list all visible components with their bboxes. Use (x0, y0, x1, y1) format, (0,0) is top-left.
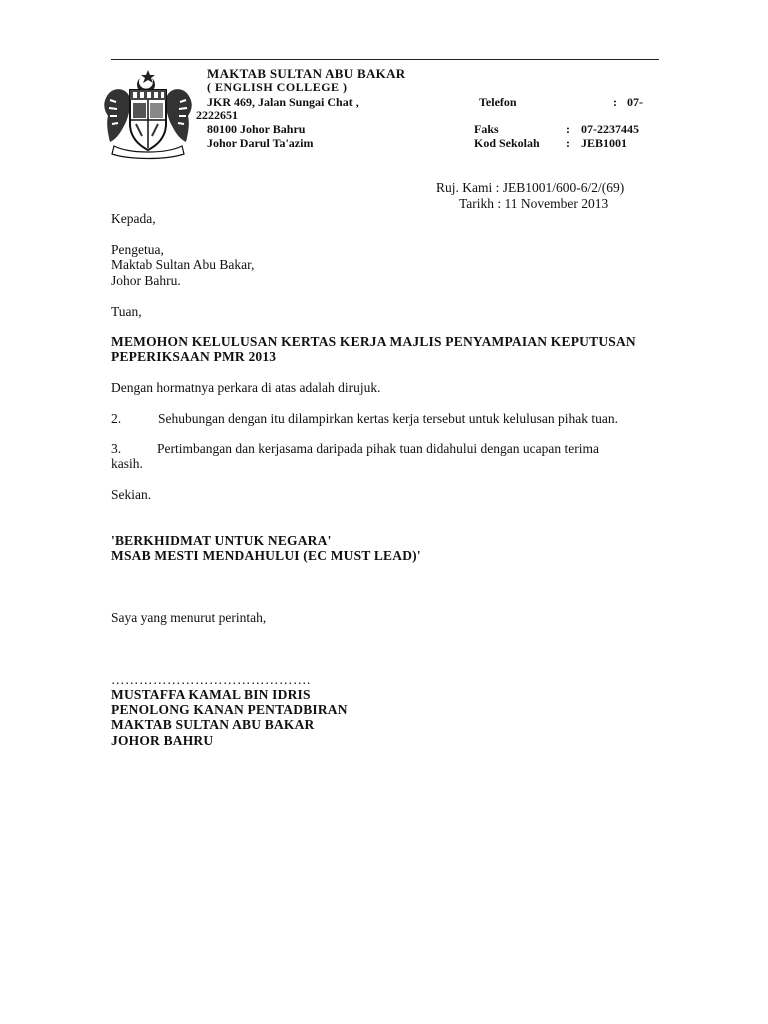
signatory-name: MUSTAFFA KAMAL BIN IDRIS (111, 687, 311, 702)
address-line-2: 80100 Johor Bahru (207, 122, 306, 136)
motto-line-2: MSAB MESTI MENDAHULUI (EC MUST LEAD)' (111, 548, 421, 563)
recipient-line-1: Pengetua, (111, 242, 164, 257)
signoff-intro: Saya yang menurut perintah, (111, 610, 267, 625)
signatory-organization: MAKTAB SULTAN ABU BAKAR (111, 717, 315, 732)
phone-label: Telefon (479, 95, 517, 109)
address-line-3: Johor Darul Ta'azim (207, 136, 314, 150)
coat-of-arms-logo (100, 68, 196, 160)
closing: Sekian. (111, 487, 152, 502)
phone-value-continued: 2222651 (196, 108, 238, 122)
signatory-city: JOHOR BAHRU (111, 733, 214, 748)
address-line-1: JKR 469, Jalan Sungai Chat , (207, 95, 359, 109)
subject-line-2: PEPERIKSAAN PMR 2013 (111, 349, 277, 364)
signature-line: ……………………………………. (111, 672, 311, 687)
phone-value: 07- (627, 95, 643, 109)
paragraph-3-line-1: Pertimbangan dan kerjasama daripada pihak tuan didahului dengan ucapan terima (157, 441, 599, 456)
school-name: MAKTAB SULTAN ABU BAKAR (207, 66, 406, 81)
recipient-line-2: Maktab Sultan Abu Bakar, (111, 257, 255, 272)
school-code-separator: : (566, 136, 570, 150)
reference-number: Ruj. Kami : JEB1001/600-6/2/(69) (436, 180, 625, 195)
recipient-to: Kepada, (111, 211, 156, 226)
motto-line-1: 'BERKHIDMAT UNTUK NEGARA' (111, 533, 332, 548)
letter-date: Tarikh : 11 November 2013 (459, 196, 609, 211)
recipient-line-3: Johor Bahru. (111, 273, 181, 288)
paragraph-3-number: 3. (111, 441, 122, 456)
school-code-label: Kod Sekolah (474, 136, 540, 150)
salutation: Tuan, (111, 304, 142, 319)
fax-label: Faks (474, 122, 499, 136)
paragraph-3-line-2: kasih. (111, 456, 143, 471)
subject-line-1: MEMOHON KELULUSAN KERTAS KERJA MAJLIS PENYAMPAIAN KEPUTUSAN (111, 334, 636, 349)
paragraph-1: Dengan hormatnya perkara di atas adalah dirujuk. (111, 380, 381, 395)
phone-separator: : (613, 95, 617, 109)
paragraph-2-number: 2. (111, 411, 122, 426)
fax-separator: : (566, 122, 570, 136)
header-rule (111, 59, 659, 60)
paragraph-2: Sehubungan dengan itu dilampirkan kertas kerja tersebut untuk kelulusan pihak tuan. (158, 411, 619, 426)
college-name: ( ENGLISH COLLEGE ) (207, 80, 348, 94)
signatory-title: PENOLONG KANAN PENTADBIRAN (111, 702, 348, 717)
school-code-value: JEB1001 (581, 136, 628, 150)
fax-value: 07-2237445 (581, 122, 639, 136)
